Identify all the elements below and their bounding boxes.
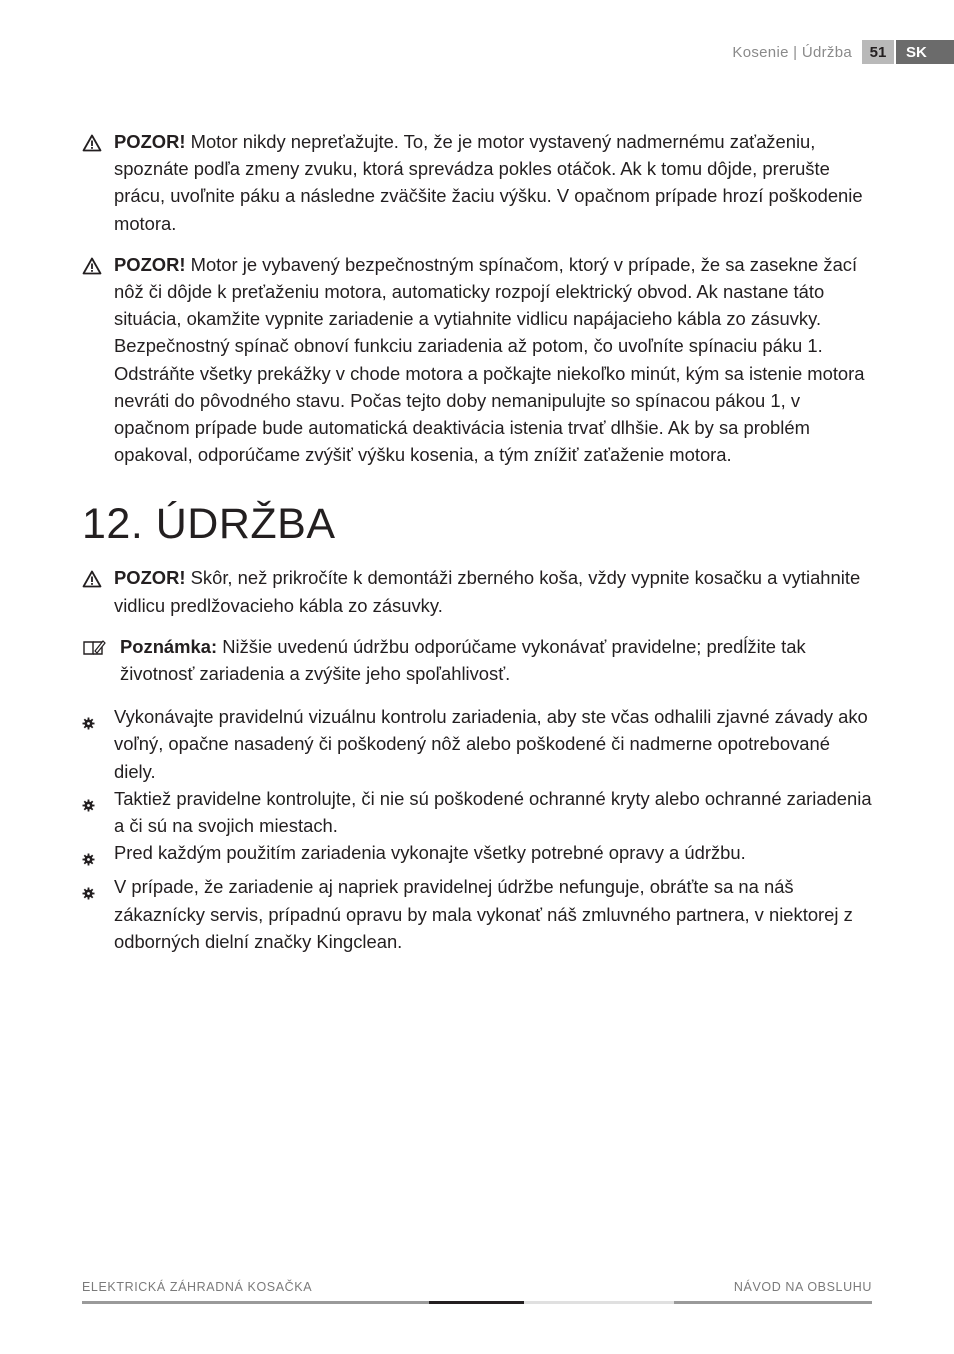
warning-block: [82, 128, 872, 237]
list-item: [82, 873, 872, 955]
page-number: 51: [862, 40, 894, 64]
gear-bullet-icon: [82, 839, 114, 873]
page-footer: [82, 1280, 872, 1304]
warning-label: POZOR!: [114, 567, 186, 589]
footer-product-name: ELEKTRICKÁ ZÁHRADNÁ KOSAČKA: [82, 1280, 313, 1294]
warning-triangle-icon: [82, 564, 114, 618]
gear-bullet-icon: [82, 873, 114, 955]
warning-triangle-icon: [82, 251, 114, 469]
footer-bar-segment: [82, 1301, 429, 1304]
warning-block: [82, 564, 872, 618]
warning-label: POZOR!: [114, 131, 186, 152]
list-item: [82, 839, 872, 873]
list-item-text: Pred každým použitím zariadenia vykonajte všetky potrebné opravy a údržbu.: [114, 842, 746, 864]
footer-divider: [82, 1301, 872, 1304]
list-item: [82, 703, 872, 785]
warning-body: Skôr, než prikročíte k demontáži zberného koša, vždy vypnite kosačku a vytiahnite vidlicu predlžovacieho kábla zo zásuvky.: [114, 567, 861, 616]
list-item-text: Vykonávajte pravidelnú vizuálnu kontrolu zariadenia, aby ste včas odhalili zjavné závady ako voľný, opačne nasadený či poškodený nôž alebo poškodené či nadmerne opotrebované diely.: [114, 706, 868, 782]
warning-text: [114, 564, 872, 618]
warning-text: [114, 128, 872, 237]
note-body: Nižšie uvedenú údržbu odporúčame vykonávať pravidelne; predĺžite tak životnosť zariadenia a zvýšite jeho spoľahlivosť.: [120, 635, 806, 685]
note-label: Poznámka:: [120, 635, 218, 657]
page-content: [82, 128, 872, 955]
gear-bullet-icon: [82, 703, 114, 785]
warning-body: Motor je vybavený bezpečnostným spínačom, ktorý v prípade, že sa zasekne žací nôž či dôjde k preťaženiu motora, automaticky rozpojí elektrický obvod. Ak nastane táto situácia, okamžite vypnite zariadenie a vytiahnite vidlicu napájacieho kábla zo zásuvky. Bezpečnostný spínač obnoví funkciu zariadenia až potom, čo uvoľníte spínaciu páku 1. Odstráňte všetky prekážky v chode motora a počkajte niekoľko minút, kým sa istenie motora nevráti do pôvodného stavu. Počas tejto doby nemanipulujte so spínacou pákou 1, v opačnom prípade bude automatická deaktivácia istenia trvať dlhšie. Ak by sa problém opakoval, odporúčame zvýšiť výšku kosenia, a tým znížiť zaťaženie motora.: [114, 253, 865, 466]
footer-bar-segment: [524, 1301, 674, 1304]
list-item-text: Taktiež pravidelne kontrolujte, či nie sú poškodené ochranné kryty alebo ochranné zariadenia a či sú na svojich miestach.: [114, 787, 872, 837]
footer-bar-segment: [674, 1301, 872, 1304]
maintenance-list: [82, 703, 872, 955]
warning-label: POZOR!: [114, 253, 186, 275]
section-title: 12. ÚDRŽBA: [82, 500, 336, 549]
note-block: [82, 633, 872, 687]
warning-text: [114, 251, 872, 469]
page-header: [732, 40, 954, 64]
warning-block: [82, 251, 872, 469]
footer-manual-label: NÁVOD NA OBSLUHU: [733, 1280, 872, 1294]
header-section-title: Kosenie | Údržba: [732, 43, 852, 61]
warning-triangle-icon: [82, 128, 114, 237]
footer-bar-segment: [429, 1301, 524, 1304]
gear-bullet-icon: [82, 785, 114, 839]
note-text: [120, 633, 872, 687]
warning-body: Motor nikdy nepreťažujte. To, že je motor vystavený nadmernému zaťaženiu, spoznáte podľa zmeny zvuku, ktorá sprevádza pokles otáčok. Ak k tomu dôjde, prerušte prácu, uvoľnite páku a následne zväčšite žaciu výšku. V opačnom prípade hrozí poškodenie motora.: [114, 131, 863, 234]
list-item-text: V prípade, že zariadenie aj napriek pravidelnej údržbe nefunguje, obráťte sa na náš zákaznícky servis, prípadnú opravu by mala vykonať náš zmluvného partnera, v niektorej z odborných dielní značky Kingclean.: [114, 876, 853, 952]
list-item: [82, 785, 872, 839]
note-book-icon: [82, 633, 120, 687]
language-badge: SK: [896, 40, 954, 64]
